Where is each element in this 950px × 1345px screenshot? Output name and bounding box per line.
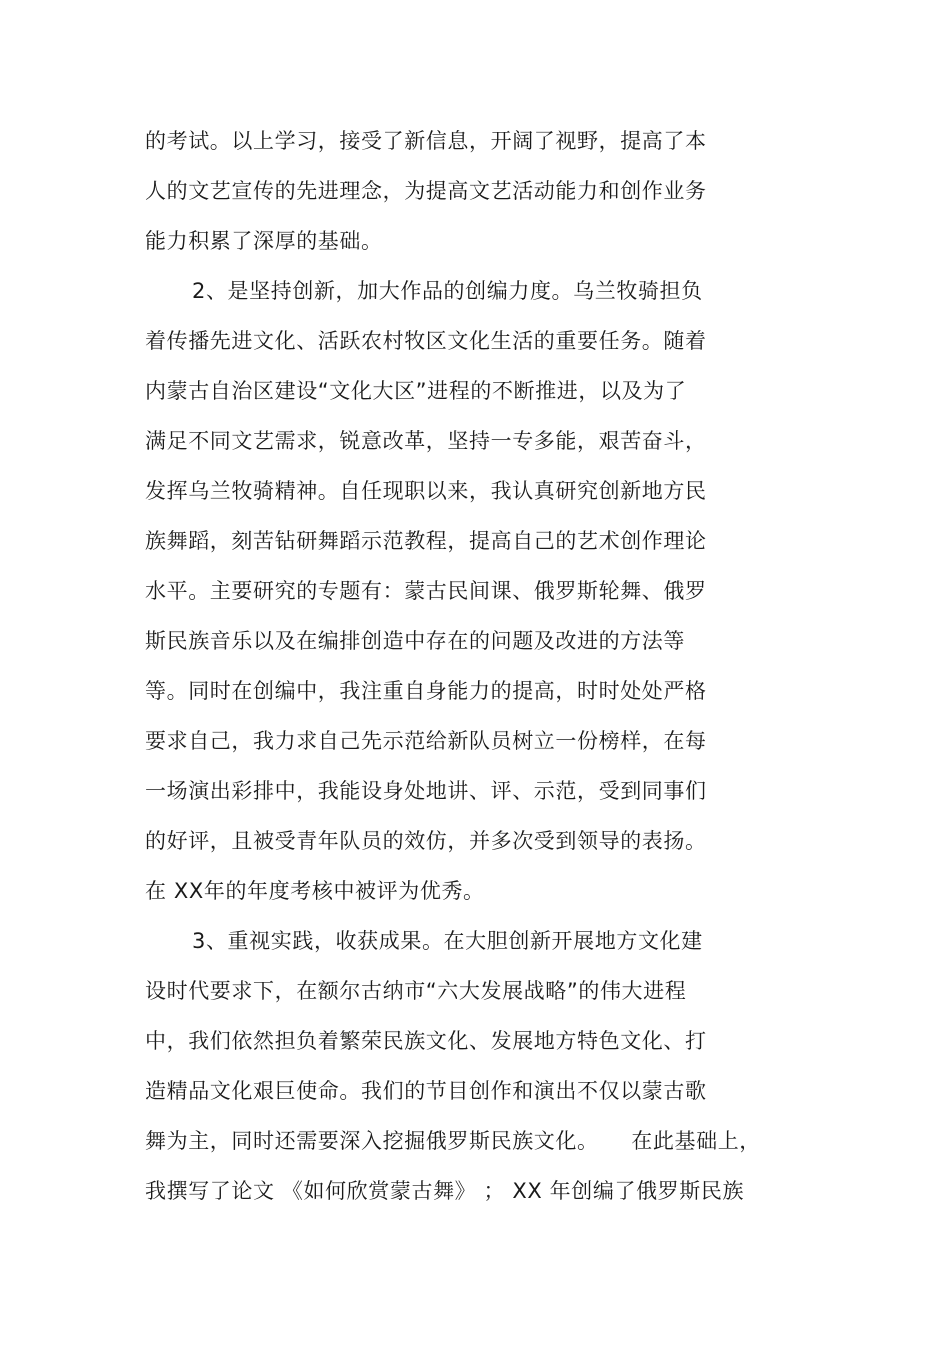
text-line: 一场演出彩排中，我能设身处地讲、评、示范，受到同事们 xyxy=(145,779,707,803)
text-line: 满足不同文艺需求，锐意改革，坚持一专多能，艰苦奋斗， xyxy=(145,429,707,453)
text-line: 设时代要求下，在额尔古纳市“六大发展战略”的伟大进程 xyxy=(145,979,687,1003)
text-line: 水平。主要研究的专题有：蒙古民间课、俄罗斯轮舞、俄罗 xyxy=(145,579,707,603)
text-line: 我撰写了论文 《如何欣赏蒙古舞》 ； XX 年创编了俄罗斯民族 xyxy=(145,1179,745,1203)
text-line: 要求自己，我力求自己先示范给新队员树立一份榜样，在每 xyxy=(145,729,707,753)
text-line: 中，我们依然担负着繁荣民族文化、发展地方特色文化、打 xyxy=(145,1029,707,1053)
text-line: 造精品文化艰巨使命。我们的节目创作和演出不仅以蒙古歌 xyxy=(145,1079,707,1103)
text-line: 着传播先进文化、活跃农村牧区文化生活的重要任务。随着 xyxy=(145,329,707,353)
paragraph-start-line: 3、重视实践，收获成果。在大胆创新开展地方文化建 xyxy=(192,929,703,953)
text-line: 斯民族音乐以及在编排创造中存在的问题及改进的方法等 xyxy=(145,629,685,653)
text-line: 在 XX年的年度考核中被评为优秀。 xyxy=(145,879,485,903)
text-line: 发挥乌兰牧骑精神。自任现职以来，我认真研究创新地方民 xyxy=(145,479,707,503)
text-line: 等。同时在创编中，我注重自身能力的提高，时时处处严格 xyxy=(145,679,707,703)
text-line: 能力积累了深厚的基础。 xyxy=(145,229,383,253)
text-line: 内蒙古自治区建设“文化大区”进程的不断推进，以及为了 xyxy=(145,379,687,403)
text-line: 人的文艺宣传的先进理念，为提高文艺活动能力和创作业务 xyxy=(145,179,707,203)
text-line: 舞为主，同时还需要深入挖掘俄罗斯民族文化。 在此基础上， xyxy=(145,1129,761,1153)
text-line: 的好评，且被受青年队员的效仿，并多次受到领导的表扬。 xyxy=(145,829,707,853)
text-line: 的考试。以上学习，接受了新信息，开阔了视野，提高了本 xyxy=(145,129,707,153)
text-line: 族舞蹈，刻苦钻研舞蹈示范教程，提高自己的艺术创作理论 xyxy=(145,529,707,553)
paragraph-start-line: 2、是坚持创新，加大作品的创编力度。乌兰牧骑担负 xyxy=(192,279,703,303)
